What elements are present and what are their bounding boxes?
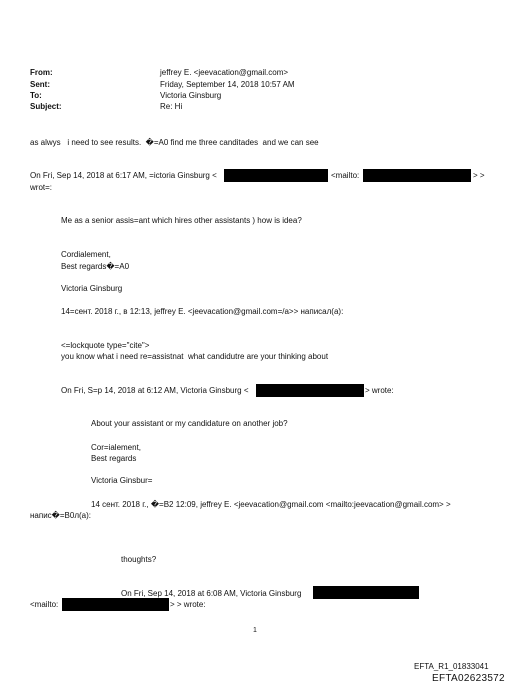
body-line: Victoria Ginsbur= <box>91 476 153 485</box>
body-line: Victoria Ginsburg <box>61 284 123 293</box>
body-line: as alwys i need to see results. �=A0 find me three canditades and we can see <box>30 138 319 147</box>
body-line: <mailto: <box>30 600 59 609</box>
redaction-block <box>62 598 169 611</box>
sent-value: Friday, September 14, 2018 10:57 AM <box>160 80 295 89</box>
redaction-block <box>224 169 328 182</box>
page-number: 1 <box>253 627 257 634</box>
from-label: From: <box>30 68 53 77</box>
body-line: 14 сент. 2018 г., �=B2 12:09, jeffrey E. <jeevacation@gmail.com <mailto:jeevacation@gmail.com> > <box>91 500 451 509</box>
body-line: Me as a senior assis=ant which hires other assistants ) how is idea? <box>61 216 302 225</box>
sent-label: Sent: <box>30 80 50 89</box>
body-line: > > wrote: <box>170 600 206 609</box>
body-line: Best regards�=A0 <box>61 262 130 271</box>
body-line: About your assistant or my candidature on another job? <box>91 419 288 428</box>
bates-number-2: EFTA02623572 <box>432 673 505 684</box>
body-line: Cordialement, <box>61 250 111 259</box>
body-line: Cor=ialement, <box>91 443 142 452</box>
body-line: > wrote: <box>365 386 394 395</box>
body-line: On Fri, S=p 14, 2018 at 6:12 AM, Victoria Ginsburg < <box>61 386 249 395</box>
body-line: wrot=: <box>30 183 53 192</box>
to-value: Victoria Ginsburg <box>160 91 222 100</box>
to-label: To: <box>30 91 42 100</box>
body-line: 14=сент. 2018 г., в 12:13, jeffrey E. <jeevacation@gmail.com=/a>> написал(a): <box>61 307 344 316</box>
body-line: <=lockquote type="cite"> <box>61 341 150 350</box>
from-value: jeffrey E. <jeevacation@gmail.com> <box>160 68 289 77</box>
body-line: напис�=B0л(a): <box>30 511 91 520</box>
body-line: you know what i need re=assistnat what candidutre are your thinking about <box>61 352 329 361</box>
redaction-block <box>313 586 419 599</box>
redaction-block <box>256 384 364 397</box>
bates-number-1: EFTA_R1_01833041 <box>414 662 489 671</box>
body-line: > > <box>473 171 485 180</box>
body-line: On Fri, Sep 14, 2018 at 6:17 AM, =ictoria Ginsburg < <box>30 171 217 180</box>
subject-label: Subject: <box>30 102 62 111</box>
body-line: thoughts? <box>121 555 157 564</box>
body-line: Best regards <box>91 454 137 463</box>
body-line: <mailto: <box>331 171 360 180</box>
redaction-block <box>363 169 471 182</box>
subject-value: Re: Hi <box>160 102 183 111</box>
body-line: On Fri, Sep 14, 2018 at 6:08 AM, Victoria Ginsburg <box>121 589 302 598</box>
